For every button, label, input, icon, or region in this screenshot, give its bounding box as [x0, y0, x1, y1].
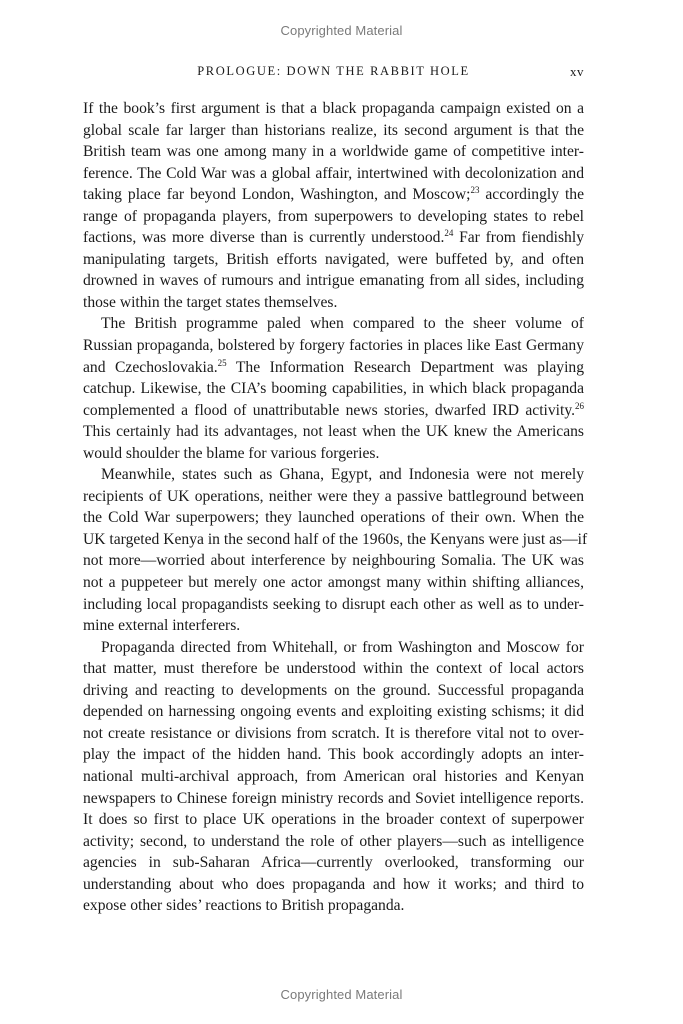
text-line: Meanwhile, states such as Ghana, Egypt, and Indonesia were not merely [101, 466, 584, 484]
text-line: catchup. Likewise, the CIA’s booming capabilities, in which black propaganda [83, 380, 584, 398]
running-head [83, 64, 584, 82]
text-line: complemented a flood of unattributable news stories, dwarfed IRD activity.$^{26}$ [83, 400, 584, 419]
text-line: mine external interferers. [83, 617, 241, 635]
text-line: recipients of UK operations, neither were they a passive battleground between [83, 487, 584, 505]
text-line: It does so first to place UK operations in the broader context of superpower [83, 811, 584, 829]
body-text [83, 98, 588, 917]
text-line: not more—worried about interference by neighbouring Somalia. The UK was [83, 552, 584, 570]
text-line: the Cold War superpowers; they launched operations of their own. When the [83, 509, 584, 527]
text-line: not create resistance or divisions from scratch. It is therefore vital not to over- [83, 724, 584, 742]
text-line: global scale far larger than historians realize, its second argument is that the [83, 121, 584, 139]
text-line: taking place far beyond London, Washington, and Moscow;$^{23}$ accordingly the [83, 185, 584, 204]
text-line: not a puppeteer but merely one actor amongst many within shifting alliances, [83, 574, 584, 592]
copyright-watermark-top: Copyrighted Material [280, 23, 403, 38]
paragraph [83, 464, 588, 636]
text-line: factions, was more diverse than is currently understood.$^{24}$ Far from fiendishly [83, 228, 584, 247]
text-line: drowned in waves of rumours and intrigue emanating from all sides, including [83, 272, 584, 290]
text-line: expose other sides’ reactions to British propaganda. [83, 897, 405, 915]
text-line: British team was one among many in a worldwide game of competitive inter- [83, 143, 584, 161]
text-line: national multi-archival approach, from American oral histories and Kenyan [83, 767, 584, 785]
footnote-marker: 26 [575, 400, 584, 411]
chapter-title: PROLOGUE: DOWN THE RABBIT HOLE [197, 64, 470, 78]
footnote-marker: 23 [470, 185, 480, 195]
text-line: depended on harnessing ongoing events and exploiting existing schisms; it did [83, 703, 584, 721]
text-line: If the book’s first argument is that a black propaganda campaign existed on a [83, 100, 584, 117]
text-line: including local propagandists seeking to disrupt each other as well as to under- [83, 595, 584, 613]
text-line: those within the target states themselves. [83, 293, 338, 311]
paragraph [83, 313, 584, 464]
text-line: activity; second, to understand the role of other players—such as intelligence [83, 832, 584, 850]
copyright-watermark-bottom: Copyrighted Material [280, 987, 403, 1002]
text-line: newspapers to Chinese foreign ministry records and Soviet intelligence reports. [83, 789, 584, 807]
footnote-marker: 24 [444, 228, 454, 239]
text-line: Propaganda directed from Whitehall, or from Washington and Moscow for [101, 638, 584, 656]
text-line: ference. The Cold War was a global affair, intertwined with decolonization and [83, 164, 584, 182]
text-line: UK targeted Kenya in the second half of the 1960s, the Kenyans were just as—if [83, 530, 588, 548]
text-line: The British programme paled when compared to the sheer volume of [101, 315, 584, 333]
text-line: range of propaganda players, from superpowers to developing states to rebel [83, 207, 584, 225]
text-line: driving and reacting to developments on the ground. Successful propaganda [83, 681, 584, 699]
text-line: This certainly had its advantages, not least when the UK knew the Americans [83, 423, 584, 441]
text-line: play the impact of the hidden hand. This book accordingly adopts an inter- [83, 746, 584, 764]
text-line: that matter, must therefore be understood within the context of local actors [83, 660, 584, 678]
text-line: manipulating targets, British efforts navigated, were buffeted by, and often [83, 250, 584, 268]
page-number: xv [570, 64, 584, 79]
text-line: Russian propaganda, bolstered by forgery factories in places like East Germany [83, 337, 584, 355]
paragraph [83, 98, 584, 313]
text-line: understanding about who does propaganda and how it works; and third to [83, 875, 584, 893]
text-line: would shoulder the blame for various forgeries. [83, 444, 380, 462]
footnote-marker: 25 [217, 357, 227, 368]
paragraph [83, 637, 584, 917]
text-line: agencies in sub-Saharan Africa—currently overlooked, transforming our [83, 854, 584, 872]
text-line: and Czechoslovakia.$^{25}$ The Information Research Department was playing [83, 357, 585, 376]
